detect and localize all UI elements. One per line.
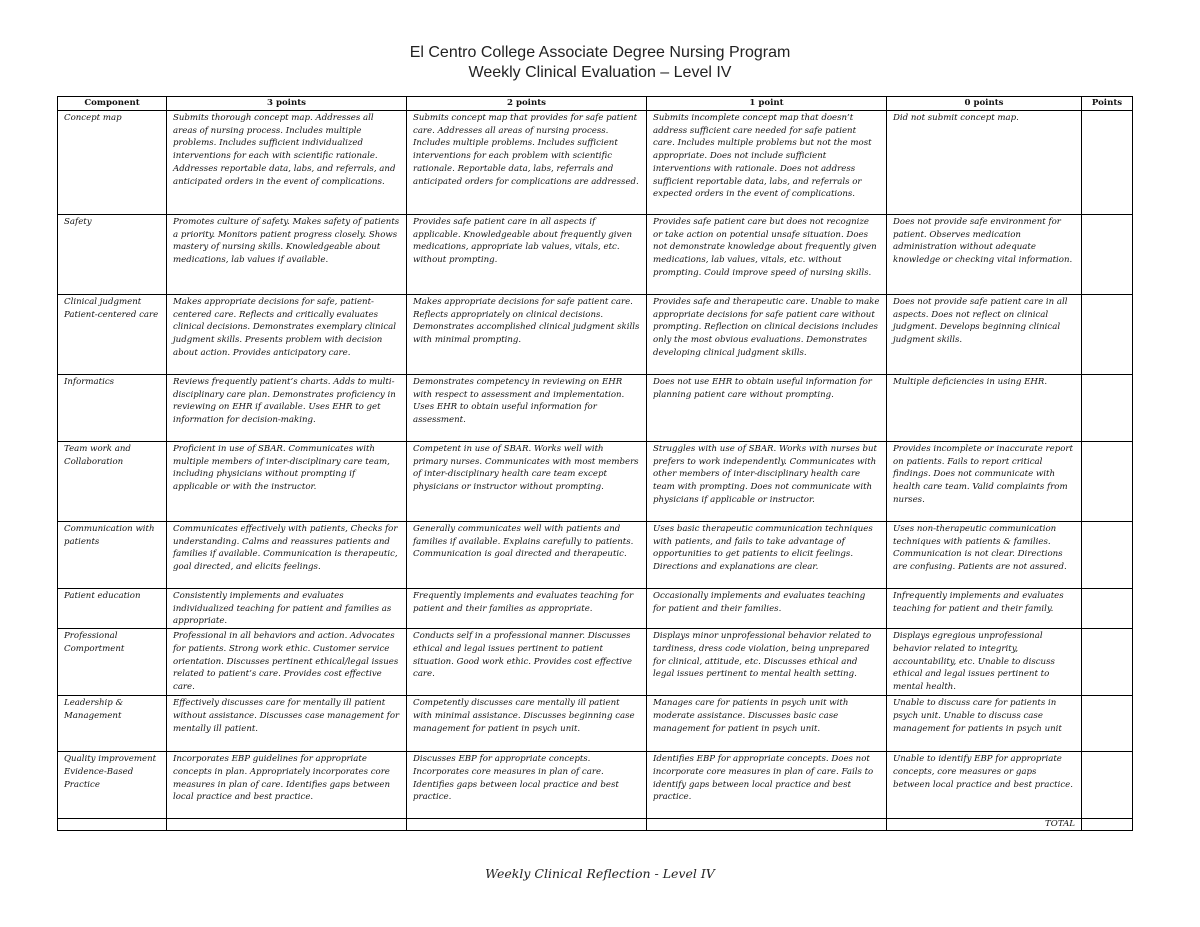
two-points-cell: Competently discusses care mentally ill patient with minimal assistance. Discusses beginning case management for patient in psych unit. [407,696,647,752]
component-cell: Patient education [58,589,167,629]
total-row-empty-cell [407,819,647,831]
table-header-row [58,97,1133,111]
component-cell: Leadership & Management [58,696,167,752]
two-points-cell: Submits concept map that provides for safe patient care. Addresses all areas of nursing process. Includes multiple problems. Includes sufficient interventions for each problem with scientific rationale. Reportable data, labs, referrals and anticipated orders for complications are addressed. [407,111,647,215]
three-points-cell: Reviews frequently patient’s charts. Adds to multi-disciplinary care plan. Demonstrates proficiency in reviewing on EHR if available. Uses EHR to get information for decision-making. [167,375,407,442]
points-input-cell [1082,696,1133,752]
three-points-cell: Promotes culture of safety. Makes safety of patients a priority. Monitors patient progress closely. Shows mastery of nursing skills. Knowledgeable about medications, lab values if available. [167,215,407,295]
footer-title: Weekly Clinical Reflection - Level IV [485,866,715,881]
document-title: El Centro College Associate Degree Nursing Program [409,44,791,61]
three-points-cell: Makes appropriate decisions for safe, patient-centered care. Reflects and critically evaluates clinical decisions. Demonstrates exemplary clinical judgment skills. Presents problem with decision about action. Provides anticipatory care. [167,295,407,375]
points-input-cell [1082,442,1133,522]
table-row [58,629,1133,696]
total-label: TOTAL [887,819,1082,831]
table-row [58,752,1133,819]
points-input-cell [1082,522,1133,589]
one-point-cell: Displays minor unprofessional behavior related to tardiness, dress code violation, being unprepared for clinical, attitude, etc. Discusses ethical and legal issues pertinent to mental health setting. [647,629,887,696]
two-points-cell: Makes appropriate decisions for safe patient care. Reflects appropriately on clinical decisions. Demonstrates accomplished clinical judgment skills with minimal prompting. [407,295,647,375]
zero-points-cell: Unable to identify EBP for appropriate concepts, core measures or gaps between local practice and best practice. [887,752,1082,819]
component-cell: Professional Comportment [58,629,167,696]
table-row [58,215,1133,295]
header-0-points: 0 points [887,97,1082,111]
header-3-points: 3 points [167,97,407,111]
table-row [58,375,1133,442]
zero-points-cell: Does not provide safe environment for patient. Observes medication administration without adequate knowledge or checking vital information. [887,215,1082,295]
two-points-cell: Provides safe patient care in all aspects if applicable. Knowledgeable about frequently given medications, appropriate lab values, vitals, etc. without prompting. [407,215,647,295]
zero-points-cell: Does not provide safe patient care in all aspects. Does not reflect on clinical judgment. Develops beginning clinical judgment skills. [887,295,1082,375]
two-points-cell: Competent in use of SBAR. Works well with primary nurses. Communicates with most members of inter-disciplinary health care team except physicians or instructor without prompting. [407,442,647,522]
points-input-cell [1082,629,1133,696]
zero-points-cell: Provides incomplete or inaccurate report on patients. Fails to report critical findings. Does not communicate with health care team. Valid complaints from nurses. [887,442,1082,522]
points-input-cell [1082,589,1133,629]
table-row [58,442,1133,522]
two-points-cell: Conducts self in a professional manner. Discusses ethical and legal issues pertinent to patient situation. Good work ethic. Provides cost effective care. [407,629,647,696]
three-points-cell: Communicates effectively with patients, Checks for understanding. Calms and reassures patients and families if available. Communication is therapeutic, goal directed, and elicits feelings. [167,522,407,589]
points-input-cell [1082,111,1133,215]
one-point-cell: Submits incomplete concept map that doesn’t address sufficient care needed for safe patient care. Includes multiple problems but not the most appropriate. Does not include sufficient interventions with rationale. Does not address sufficient reportable data, labs, and referrals or expected orders in the event of complications. [647,111,887,215]
points-input-cell [1082,375,1133,442]
one-point-cell: Identifies EBP for appropriate concepts. Does not incorporate core measures in plan of care. Fails to identify gaps between local practice and best practice. [647,752,887,819]
total-row-empty-cell [167,819,407,831]
three-points-cell: Effectively discusses care for mentally ill patient without assistance. Discusses case management for mentally ill patient. [167,696,407,752]
two-points-cell: Demonstrates competency in reviewing on EHR with respect to assessment and implementation. Uses EHR to obtain useful information for assessment. [407,375,647,442]
two-points-cell: Frequently implements and evaluates teaching for patient and their families as appropriate. [407,589,647,629]
one-point-cell: Manages care for patients in psych unit with moderate assistance. Discusses basic case management for patient in psych unit. [647,696,887,752]
two-points-cell: Generally communicates well with patients and families if available. Explains carefully to patients. Communication is goal directed and therapeutic. [407,522,647,589]
component-cell: Team work and Collaboration [58,442,167,522]
component-cell: Communication with patients [58,522,167,589]
one-point-cell: Struggles with use of SBAR. Works with nurses but prefers to work independently. Communicates with other members of inter-disciplinary health care team with prompting. Does not communicate with physicians if applicable or instructor. [647,442,887,522]
table-row [58,589,1133,629]
zero-points-cell: Multiple deficiencies in using EHR. [887,375,1082,442]
component-cell: Concept map [58,111,167,215]
evaluation-rubric-table [57,96,1133,831]
points-input-cell [1082,295,1133,375]
two-points-cell: Discusses EBP for appropriate concepts. Incorporates core measures in plan of care. Identifies gaps between local practice and best practice. [407,752,647,819]
document-subtitle: Weekly Clinical Evaluation – Level IV [468,64,732,81]
component-cell: Clinical judgment Patient-centered care [58,295,167,375]
points-input-cell [1082,215,1133,295]
table-row [58,696,1133,752]
one-point-cell: Occasionally implements and evaluates teaching for patient and their families. [647,589,887,629]
header-1-point: 1 point [647,97,887,111]
three-points-cell: Consistently implements and evaluates individualized teaching for patient and families as appropriate. [167,589,407,629]
one-point-cell: Uses basic therapeutic communication techniques with patients, and fails to take advantage of opportunities to get patients to elicit feelings. Directions and explanations are clear. [647,522,887,589]
table-row [58,295,1133,375]
zero-points-cell: Displays egregious unprofessional behavior related to integrity, accountability, etc. Unable to discuss ethical and legal issues pertinent to mental health. [887,629,1082,696]
total-row-empty-cell [647,819,887,831]
component-cell: Safety [58,215,167,295]
component-cell: Quality improvement Evidence-Based Practice [58,752,167,819]
three-points-cell: Proficient in use of SBAR. Communicates with multiple members of inter-disciplinary care team, including physicians without prompting if applicable or with the instructor. [167,442,407,522]
points-input-cell [1082,752,1133,819]
zero-points-cell: Uses non-therapeutic communication techniques with patients & families. Communication is not clear. Directions are confusing. Patients are not assured. [887,522,1082,589]
component-cell: Informatics [58,375,167,442]
table-row [58,111,1133,215]
header-component: Component [58,97,167,111]
zero-points-cell: Unable to discuss care for patients in psych unit. Unable to discuss case management for patients in psych unit [887,696,1082,752]
header-points: Points [1082,97,1133,111]
three-points-cell: Submits thorough concept map. Addresses all areas of nursing process. Includes multiple problems. Includes sufficient individualized interventions for each with scientific rationale. Addresses reportable data, labs, and referrals, and anticipated orders in the event of complications. [167,111,407,215]
one-point-cell: Provides safe patient care but does not recognize or take action on potential unsafe situation. Does not demonstrate knowledge about frequently given medications, lab values, vitals, etc. without prompting. Could improve speed of nursing skills. [647,215,887,295]
total-row [58,819,1133,831]
three-points-cell: Incorporates EBP guidelines for appropriate concepts in plan. Appropriately incorporates core measures in plan of care. Identifies gaps between local practice and best practice. [167,752,407,819]
zero-points-cell: Did not submit concept map. [887,111,1082,215]
one-point-cell: Provides safe and therapeutic care. Unable to make appropriate decisions for safe patient care without prompting. Reflection on clinical decisions includes only the most obvious evaluations. Demonstrates developing clinical judgment skills. [647,295,887,375]
total-row-empty-cell [58,819,167,831]
total-points-cell [1082,819,1133,831]
three-points-cell: Professional in all behaviors and action. Advocates for patients. Strong work ethic. Customer service orientation. Discusses pertinent ethical/legal issues related to patient’s care. Provides cost effective care. [167,629,407,696]
zero-points-cell: Infrequently implements and evaluates teaching for patient and their family. [887,589,1082,629]
one-point-cell: Does not use EHR to obtain useful information for planning patient care without prompting. [647,375,887,442]
header-2-points: 2 points [407,97,647,111]
table-row [58,522,1133,589]
